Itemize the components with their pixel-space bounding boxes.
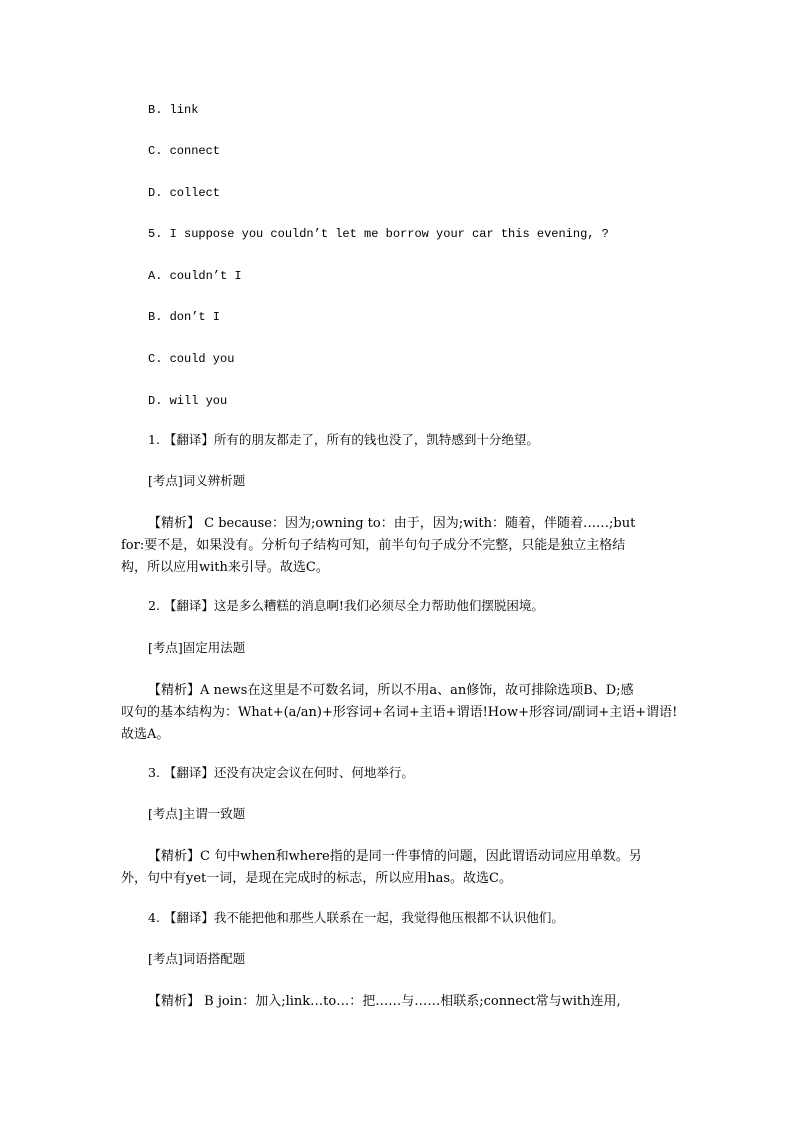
question-5-option-c: C. could you [148,352,235,366]
answer-3-analysis-line-1: 【精析】C 句中when和where指的是同一件事情的问题，因此谓语动词应用单数。另 [148,849,642,864]
question-5-option-b: B. don’t I [148,310,221,324]
answer-4-point: [考点]词语搭配题 [148,951,246,966]
answer-2-analysis-line-3: 故选A。 [121,727,170,742]
answer-1-point: [考点]词义辨析题 [148,473,246,488]
option-b-prev: B. link [148,103,199,117]
answer-2-point: [考点]固定用法题 [148,640,246,655]
answer-4-translation: 4. 【翻译】我不能把他和那些人联系在一起，我觉得他压根都不认识他们。 [148,910,564,925]
answer-1-analysis-line-1: 【精析】 C because：因为;owning to：由于，因为;with：随着，伴随着……;but [148,516,636,531]
answer-3-analysis [121,846,677,890]
answer-1-translation: 1. 【翻译】所有的朋友都走了，所有的钱也没了，凯特感到十分绝望。 [148,432,539,447]
answer-1-analysis-line-3: 构，所以应用with来引导。故选C。 [121,560,329,575]
answer-3-point: [考点]主谓一致题 [148,806,246,821]
answer-2-analysis [121,680,677,746]
option-c-prev: C. connect [148,144,221,158]
answer-2-analysis-line-2: 叹句的基本结构为：What+(a/an)+形容词+名词+主语+谓语!How+形容词/副词+主语+谓语! [121,705,678,720]
answer-1-analysis-line-2: for:要不是，如果没有。分析句子结构可知，前半句句子成分不完整，只能是独立主格结 [121,538,626,553]
answer-2-analysis-line-1: 【精析】A news在这里是不可数名词，所以不用a、an修饰，故可排除选项B、D;感 [148,683,634,698]
answer-2-translation: 2. 【翻译】这是多么糟糕的消息啊!我们必须尽全力帮助他们摆脱困境。 [148,598,544,613]
answer-4-analysis-line-1: 【精析】 B join：加入;link…to…：把……与……相联系;connect常与with连用, [148,994,621,1009]
option-d-prev: D. collect [148,186,221,200]
question-5-option-d: D. will you [148,394,228,408]
answer-3-translation: 3. 【翻译】还没有决定会议在何时、何地举行。 [148,765,414,780]
answer-3-analysis-line-2: 外，句中有yet一词，是现在完成时的标志，所以应用has。故选C。 [121,871,513,886]
answer-4-analysis [121,991,677,1013]
answer-1-analysis [121,513,677,579]
question-5-stem: 5. I suppose you couldn’t let me borrow your car this evening, ? [148,227,609,241]
question-5-option-a: A. couldn’t I [148,269,242,283]
